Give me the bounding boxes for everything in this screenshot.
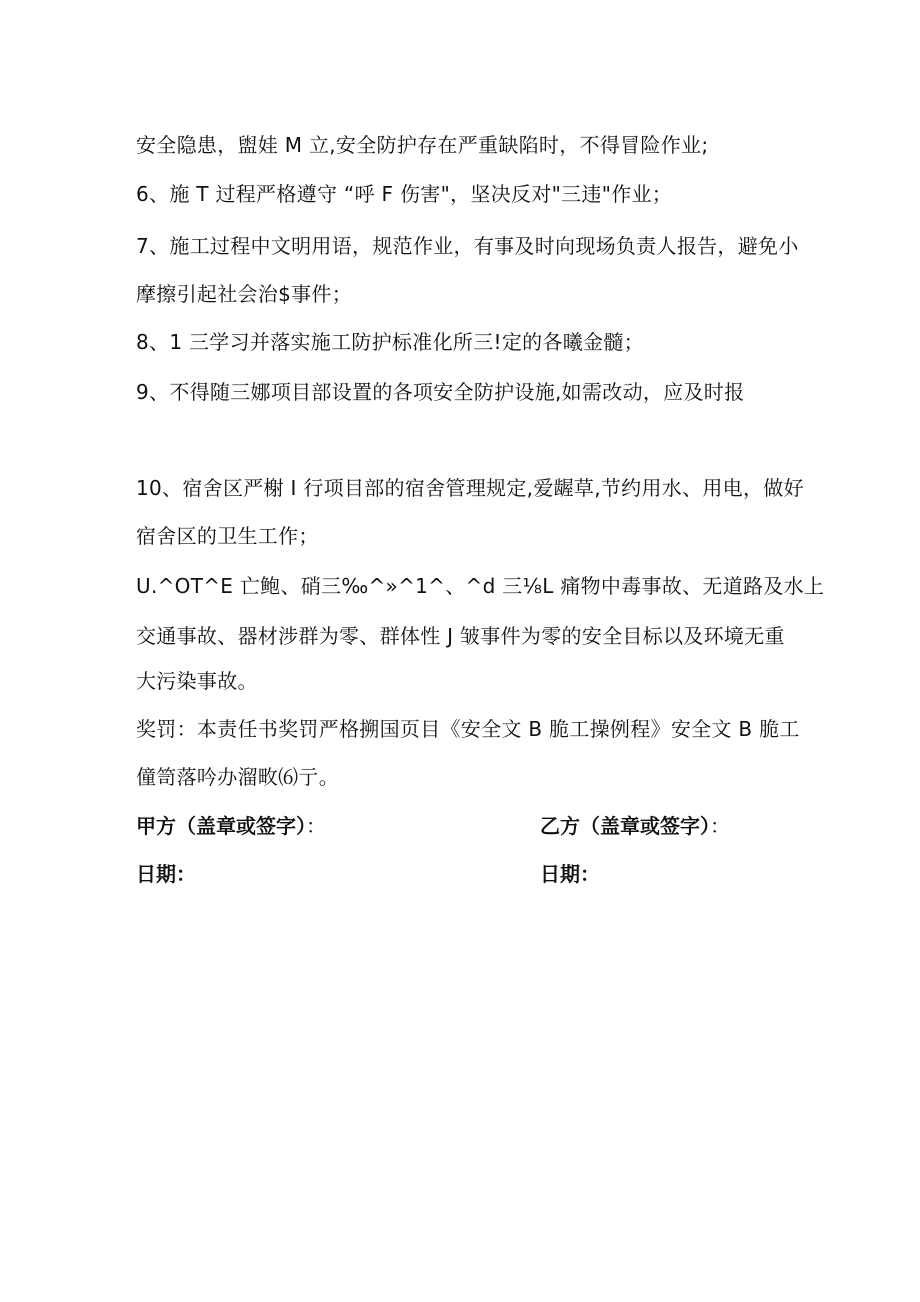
party-b-date-label: 日期： bbox=[540, 862, 600, 886]
party-a-colon: ： bbox=[306, 814, 326, 838]
text-line: U.^OT^E 亡鲍、硝三‰^»^1^、^d 三⅛L 痛物中毒事故、无道路及水上 bbox=[136, 574, 825, 598]
text-line: 大污染事故。 bbox=[136, 669, 258, 693]
party-a-signature bbox=[136, 812, 326, 840]
party-a-date-label: 日期： bbox=[136, 862, 196, 886]
text-line: 奖罚：本责任书奖罚严格搠国页目《安全文 B 脆工操例程》安全文 B 脆工 bbox=[136, 717, 800, 741]
party-b-colon: ： bbox=[710, 814, 730, 838]
text-line: 安全隐患，盥娃 M 立,安全防护存在严重缺陷时，不得冒险作业; bbox=[136, 133, 709, 157]
text-line: 7、施工过程中文明用语，规范作业，有事及时向现场负责人报告，避免小 bbox=[136, 234, 799, 258]
text-line: 8、1 三学习并落实施工防护标准化所三!定的各曦金髓； bbox=[136, 330, 644, 354]
party-b-signature bbox=[540, 812, 730, 840]
text-line: 摩擦引起社会治$事件； bbox=[136, 282, 353, 306]
text-line: 交通事故、器材涉群为零、群体性 J 皱事件为零的安全目标以及环境无重 bbox=[136, 624, 785, 648]
text-line: 6、施 T 过程严格遵守 “呼 F 伤害"，坚决反对"三违"作业； bbox=[136, 182, 673, 206]
text-line: 宿舍区的卫生工作； bbox=[136, 524, 319, 548]
party-b-label: 乙方（盖章或签字） bbox=[540, 814, 710, 838]
party-a-label: 甲方（盖章或签字） bbox=[136, 814, 306, 838]
text-line: 10、宿舍区严榭 I 行项目部的宿舍管理规定,爱龌草,节约用水、用电，做好 bbox=[136, 476, 804, 500]
text-line: 僮笥落吟办溜畋⑹亍。 bbox=[136, 765, 339, 789]
text-line: 9、不得随三娜项目部设置的各项安全防护设施,如需改动，应及时报 bbox=[136, 380, 745, 404]
